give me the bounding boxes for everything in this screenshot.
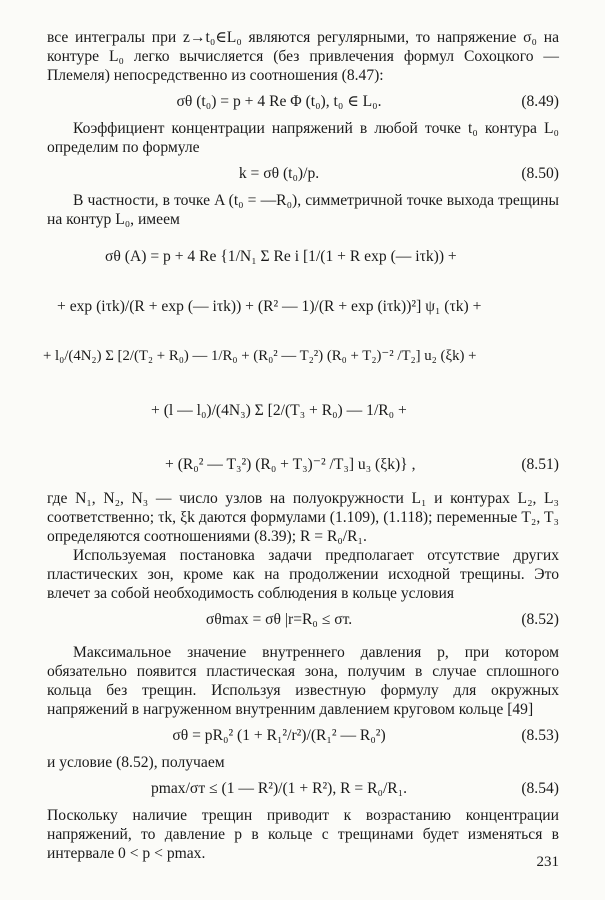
paragraph-1: все интегралы при z→t₀∈L₀ являются регулярными, то напряжение σ₀ на контуре L₀ легко вычисляется (без привлечения формул Сохоцкого — Племеля) непосредственно из соотношения (8.47): [47, 29, 559, 84]
equation-8-54 [47, 772, 559, 806]
page-number: 231 [536, 854, 559, 870]
equation-8-51-line-5: + (R₀² — T₃²) (R₀ + T₃)⁻² /T₃] u₃ (ξk)} , [165, 456, 416, 473]
equation-8-51-line-2: + exp (iτk)/(R + exp (— iτk)) + (R² — 1)/(R + exp (iτk))²] ψ₁ (τk) + [57, 298, 482, 315]
equation-8-54-formula: pmax/σт ≤ (1 — R²)/(1 + R²), R = R₀/R₁. [150, 780, 408, 797]
paragraph-2: Коэффициент концентрации напряжений в любой точке t₀ контура L₀ определим по формуле [47, 120, 559, 156]
equation-8-53-formula: σθ = pR₀² (1 + R₁²/r²)/(R₁² — R₀²) [172, 727, 386, 744]
paragraph-7: и условие (8.52), получаем [47, 754, 225, 771]
equation-8-49-formula: σθ (t₀) = p + 4 Re Φ (t₀), t₀ ∈ L₀. [176, 93, 382, 110]
equation-8-51-line-1: σθ (A) = p + 4 Re {1/N₁ Σ Re i [1/(1 + R exp (— iτk)) + [105, 248, 457, 265]
equation-8-52 [47, 603, 559, 637]
equation-8-53-number: (8.53) [521, 727, 559, 744]
paragraph-3: В частности, в точке A (t₀ = —R₀), симметричной точке выхода трещины на контур L₀, имеем [47, 192, 559, 228]
equation-8-51 [43, 229, 559, 489]
equation-8-49-number: (8.49) [521, 93, 559, 110]
equation-8-50 [47, 157, 559, 191]
equation-8-49 [47, 85, 559, 119]
paragraph-5: Используемая постановка задачи предполагает отсутствие других пластических зон, кроме как на продолжении исходной трещины. Это влечет за собой необходимость соблюдения в кольце условия [47, 547, 559, 602]
equation-8-51-line-4: + (l — l₀)/(4N₃) Σ [2/(T₃ + R₀) — 1/R₀ + [151, 402, 407, 419]
paragraph-4: где N₁, N₂, N₃ — число узлов на полуокружности L₁ и контурах L₂, L₃ соответственно; τk, ξk даются формулами (1.109), (1.118); переменные T₂, T₃ определяются соотношениями (8.39); R = R₀/R₁. [47, 490, 559, 545]
paragraph-6: Максимальное значение внутреннего давления p, при котором обязательно появится пластическая зона, получим в случае сплошного кольца без трещин. Используя известную формулу для окружных напряжений в нагруженном внутренним давлением круговом кольце [49] [47, 644, 559, 718]
equation-8-50-formula: k = σθ (t₀)/p. [238, 165, 320, 182]
equation-8-50-number: (8.50) [521, 165, 559, 182]
equation-8-53 [47, 719, 559, 753]
paragraph-8: Поскольку наличие трещин приводит к возрастанию концентрации напряжений, то давление p в кольце с трещинами будет изменяться в интервале 0 < p < pmax. [47, 807, 559, 862]
page-body [43, 28, 559, 863]
equation-8-54-number: (8.54) [521, 780, 559, 797]
equation-8-51-number: (8.51) [521, 456, 559, 473]
equation-8-52-formula: σθmax = σθ |r=R₀ ≤ σт. [205, 611, 353, 628]
equation-8-52-number: (8.52) [521, 611, 559, 628]
equation-8-51-line-3: + l₀/(4N₂) Σ [2/(T₂ + R₀) — 1/R₀ + (R₀² — T₂²) (R₀ + T₂)⁻² /T₂] u₂ (ξk) + [43, 348, 477, 364]
